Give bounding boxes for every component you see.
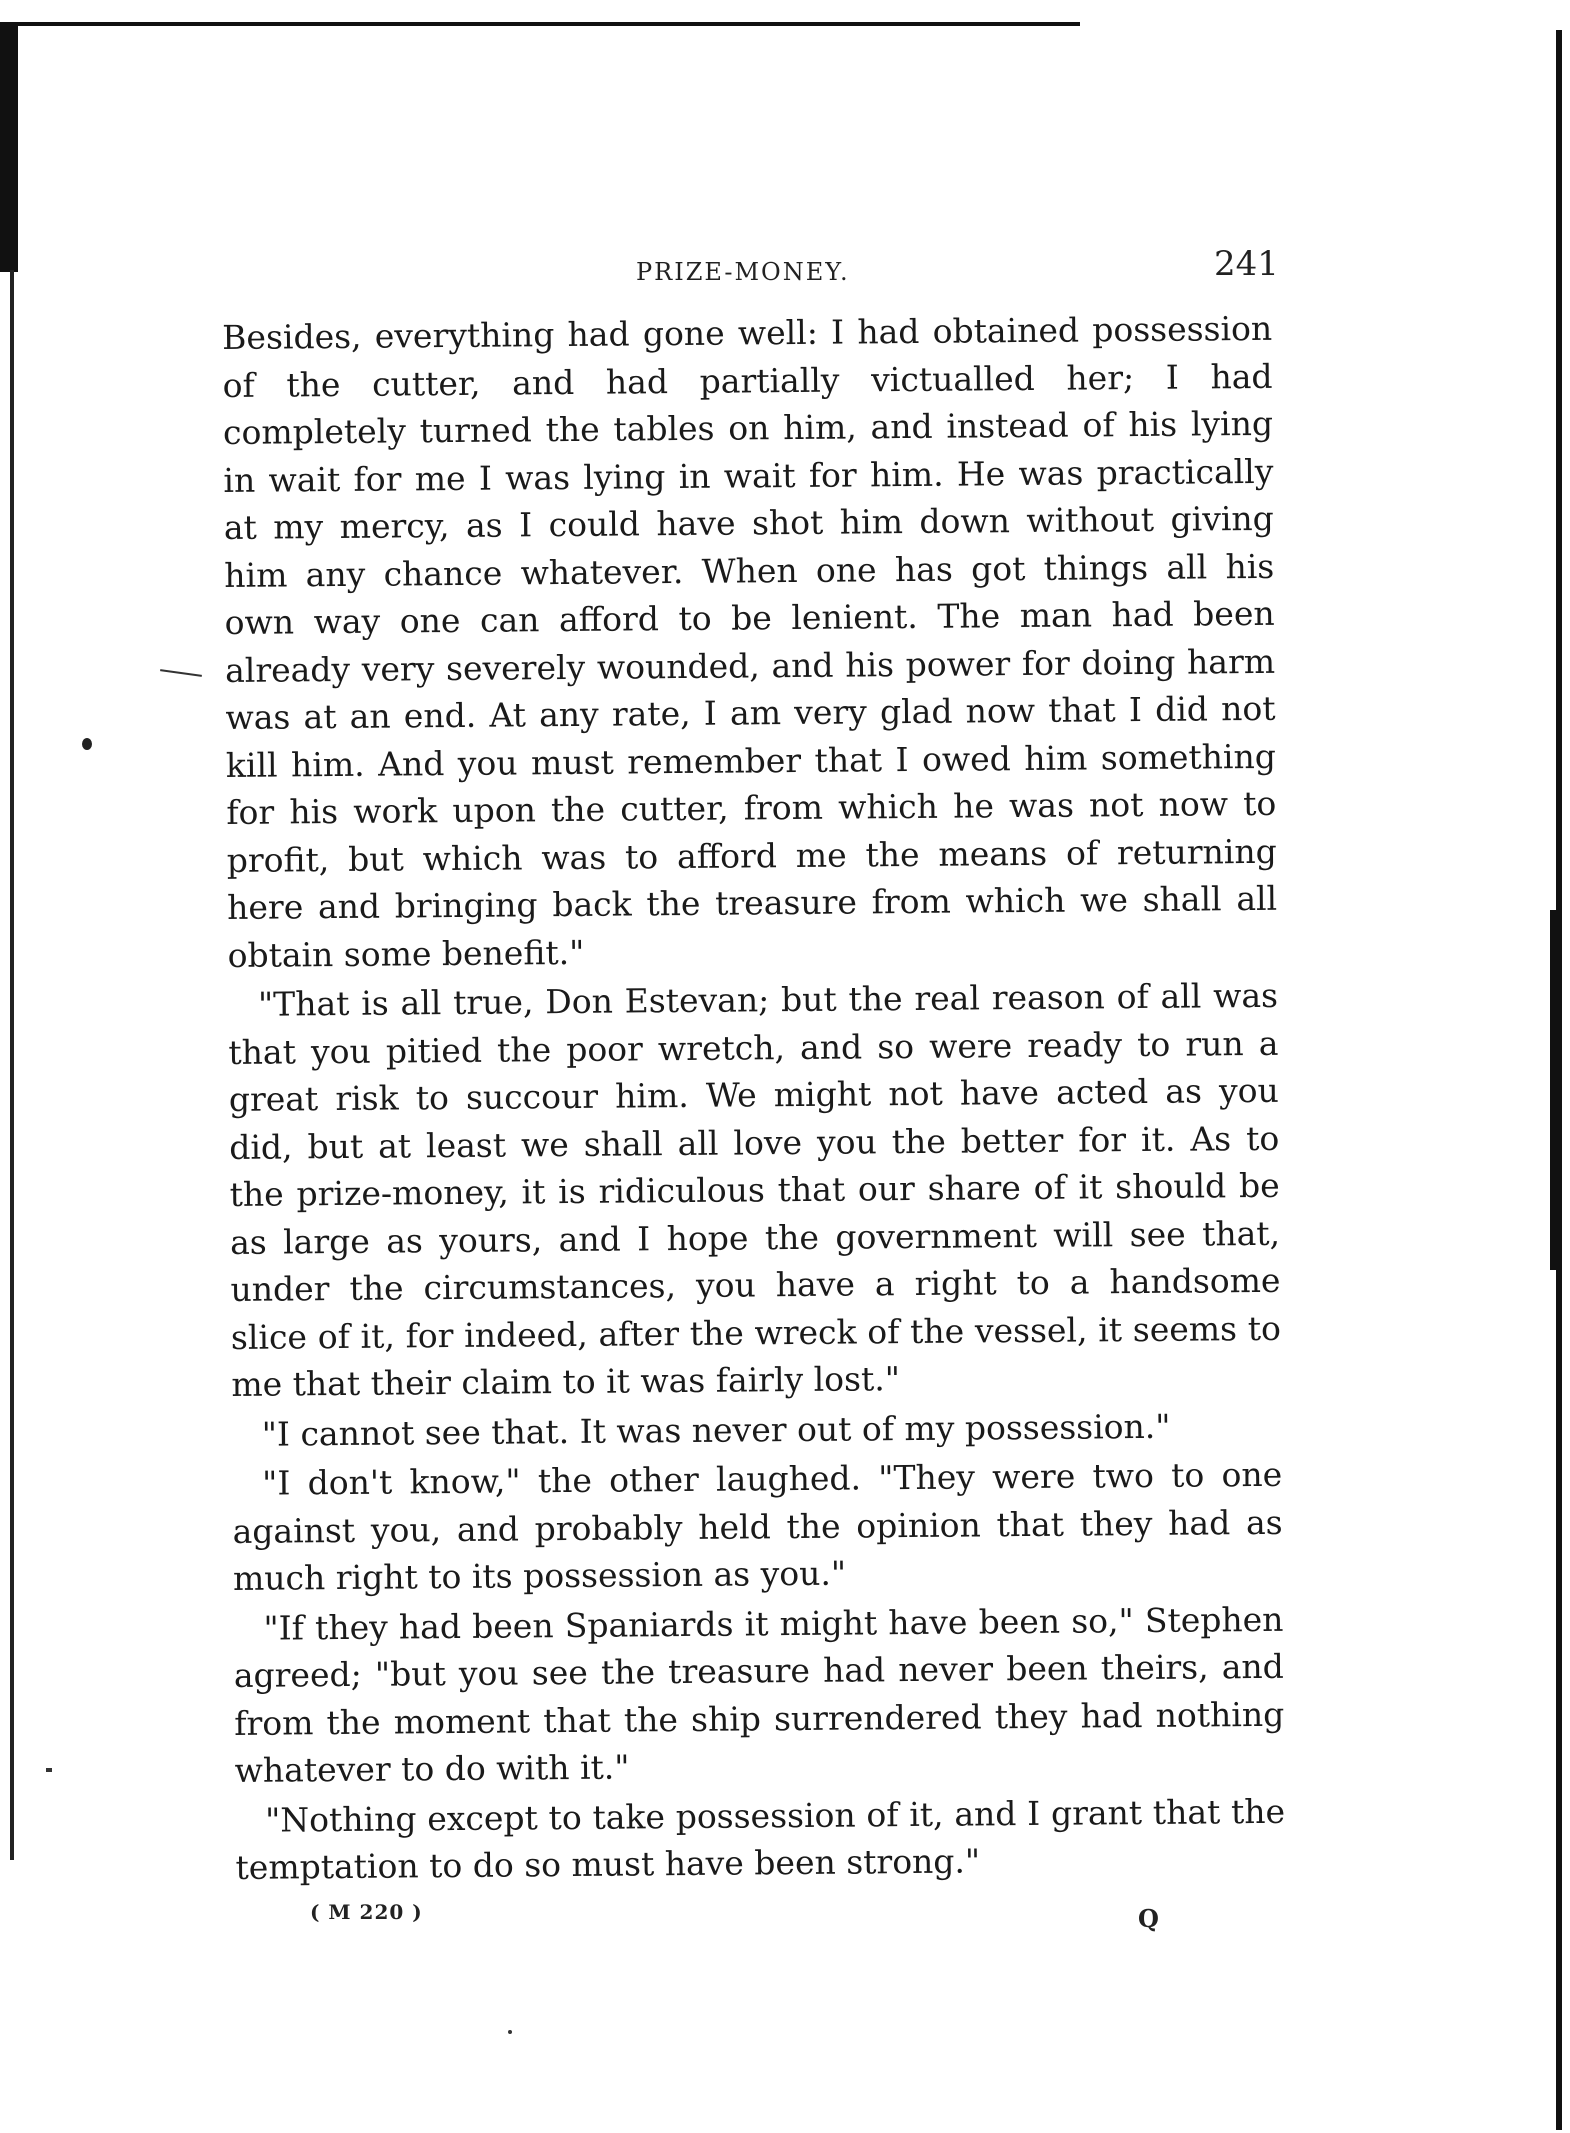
scan-edge-left-thin	[10, 270, 14, 1860]
paragraph: "I cannot see that. It was never out of my possession."	[261, 1406, 1171, 1454]
scan-edge-right-thick	[1550, 910, 1562, 1270]
page-number: 241	[1214, 244, 1279, 284]
body-text	[222, 305, 1286, 1894]
running-title: PRIZE-MONEY.	[636, 258, 850, 286]
paragraph: "I don't know," the other laughed. "They were two to one against you, and probably held the opinion that they had as much right to its possession as you."	[232, 1454, 1283, 1598]
scan-speck	[46, 1768, 52, 1772]
scan-speck	[82, 738, 92, 750]
signature-mark: ( M 220 )	[310, 1900, 423, 1924]
scan-speck	[508, 2030, 512, 2034]
paragraph: "If they had been Spaniards it might have been so," Stephen agreed; "but you see the treasure had never been theirs, and from the moment that the ship surrendered they had nothing whatever to do with it."	[233, 1599, 1285, 1790]
paragraph: "Nothing except to take possession of it, and I grant that the temptation to do so must have been strong."	[235, 1791, 1286, 1887]
gathering-letter: Q	[1138, 1904, 1159, 1933]
scan-edge-top	[0, 22, 1080, 26]
scan-edge-left	[0, 22, 18, 272]
scan-speck	[160, 669, 202, 677]
paragraph: "That is all true, Don Estevan; but the real reason of all was that you pitied the poor wretch, and so were ready to run a great risk to succour him. We might not have acted as you did, but at least we shall all love you the better for it. As to the prize-money, it is ridiculous that our share of it should be as large as yours, and I hope the government will see that, under the circumstances, you have a right to a handsome slice of it, for indeed, after the wreck of the vessel, it seems to me that their claim to it was fairly lost."	[228, 975, 1282, 1404]
paragraph: Besides, everything had gone well: I had obtained possession of the cutter, and had partially victualled her; I had completely turned the tables on him, and instead of his lying in wait for me I was lying in wait for him. He was practically at my mercy, as I could have shot him down without giving him any chance whatever. When one has got things all his own way one can afford to be lenient. The man had been already very severely wounded, and his power for doing harm was at an end. At any rate, I am very glad now that I did not kill him. And you must remember that I owed him something for his work upon the cutter, from which he was not now to profit, but which was to afford me the means of returning here and bringing back the treasure from which we shall all obtain some benefit."	[222, 308, 1278, 975]
